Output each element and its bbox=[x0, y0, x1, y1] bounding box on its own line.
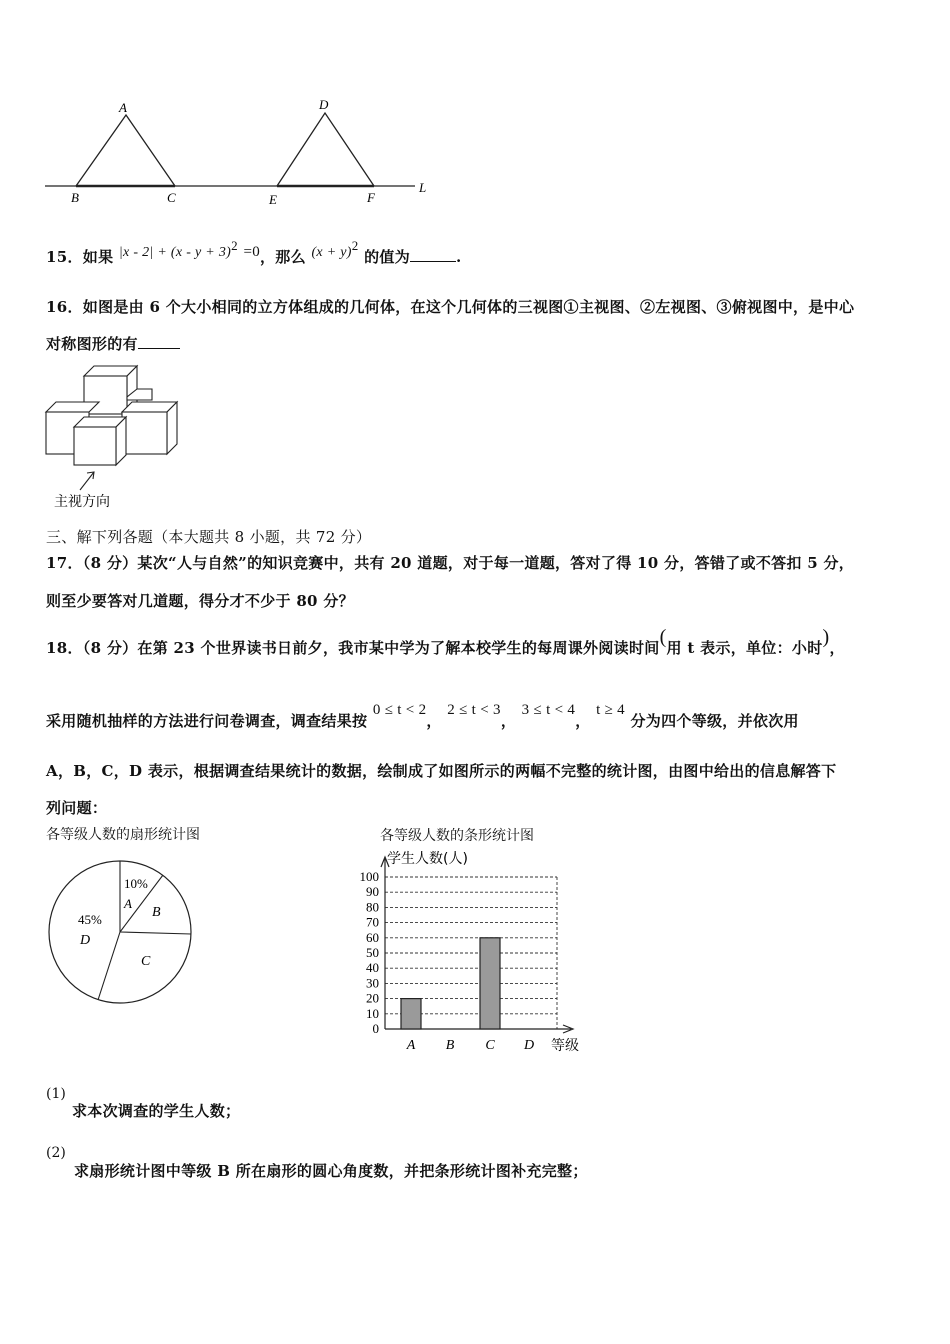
bar-C bbox=[480, 938, 500, 1029]
label-d: D bbox=[319, 97, 329, 112]
triangles-figure bbox=[40, 95, 440, 210]
sep-3: ， bbox=[575, 712, 591, 730]
q18-paren-l: ( bbox=[659, 626, 667, 648]
q18-l2a: 采用随机抽样的方法进行问卷调查，调查结果按 bbox=[46, 712, 368, 730]
y-tick-label: 70 bbox=[366, 914, 379, 930]
x-tick-label: B bbox=[445, 1038, 455, 1053]
q18-l1c: ， bbox=[829, 639, 845, 657]
bar-chart-ylabel: 学生人数(人) bbox=[387, 851, 468, 867]
q15-exp1: 2 bbox=[231, 238, 238, 253]
q16-line2-text: 对称图形的有 bbox=[46, 335, 138, 353]
y-tick-label: 90 bbox=[366, 884, 379, 900]
cubes-figure bbox=[42, 362, 187, 512]
label-b: B bbox=[71, 190, 79, 205]
question-18-line2 bbox=[46, 702, 799, 731]
label-a: A bbox=[119, 100, 127, 115]
pie-chart-title: 各等级人数的扇形统计图 bbox=[46, 827, 200, 843]
interval-1: 0 ≤ t < 2 bbox=[372, 702, 427, 718]
slice-a-percent: 10% bbox=[124, 876, 148, 891]
bar-A bbox=[401, 999, 421, 1029]
label-c: C bbox=[167, 190, 176, 205]
interval-2: 2 ≤ t < 3 bbox=[447, 702, 501, 718]
question-17-line2: 则至少要答对几道题，得分才不少于 80 分？ bbox=[46, 592, 354, 610]
question-15 bbox=[46, 238, 462, 267]
q15-expr1: |x - 2| + (x - y + 3) bbox=[118, 245, 232, 260]
sep-1: ， bbox=[426, 712, 442, 730]
interval-3: 3 ≤ t < 4 bbox=[521, 702, 576, 718]
sub-question-1: 求本次调查的学生人数； bbox=[72, 1102, 241, 1120]
y-tick-label: 60 bbox=[366, 929, 379, 945]
q15-expr2: (x + y) bbox=[311, 245, 352, 260]
bar-chart bbox=[345, 843, 595, 1058]
q15-end: . bbox=[456, 248, 462, 266]
sub-question-2: 求扇形统计图中等级 B 所在扇形的圆心角度数，并把条形统计图补充完整； bbox=[74, 1162, 588, 1180]
interval-4: t ≥ 4 bbox=[596, 702, 625, 718]
answer-blank bbox=[410, 261, 456, 262]
y-tick-label: 30 bbox=[366, 975, 379, 991]
q18-l2b: 分为四个等级，并依次用 bbox=[630, 712, 799, 730]
y-tick-label: 50 bbox=[366, 945, 379, 960]
y-tick-label: 100 bbox=[359, 869, 379, 884]
triangle-abc bbox=[76, 115, 175, 186]
q15-eq: =0 bbox=[243, 244, 260, 260]
label-l: L bbox=[419, 180, 427, 195]
sub2-number: (2) bbox=[46, 1145, 66, 1161]
question-16-line1: 16．如图是由 6 个大小相同的立方体组成的几何体，在这个几何体的三视图①主视图、②左视图、③俯视图中，是中心 bbox=[46, 298, 855, 316]
x-tick-label: A bbox=[406, 1038, 416, 1053]
bar-chart-title: 各等级人数的条形统计图 bbox=[380, 828, 534, 844]
q18-paren-r: ) bbox=[822, 626, 830, 648]
slice-b-label: B bbox=[152, 905, 161, 920]
bar-chart-xlabel: 等级 bbox=[551, 1038, 579, 1054]
x-tick-label: D bbox=[523, 1038, 535, 1053]
sep-2: ， bbox=[500, 712, 517, 730]
label-e: E bbox=[269, 192, 277, 207]
y-tick-label: 80 bbox=[366, 899, 379, 915]
question-18-line1 bbox=[46, 626, 845, 659]
q15-mid: ，那么 bbox=[260, 248, 306, 266]
q15-exp2: 2 bbox=[351, 238, 359, 253]
pie-chart bbox=[40, 850, 210, 1015]
slice-d-label: D bbox=[80, 933, 91, 948]
q18-l1a: 18．（8 分）在第 23 个世界读书日前夕，我市某中学为了解本校学生的每周课外阅读时间 bbox=[46, 639, 660, 657]
question-18-line3: A，B，C，D 表示，根据调查结果统计的数据，绘制成了如图所示的两幅不完整的统计图，由图中给出的信息解答下 bbox=[46, 762, 837, 780]
slice-c-label: C bbox=[141, 954, 151, 969]
y-tick-label: 10 bbox=[366, 1005, 379, 1021]
arrow-label: 主视方向 bbox=[54, 494, 110, 510]
q15-num: 15．如果 bbox=[46, 248, 114, 266]
y-tick-label: 20 bbox=[366, 990, 379, 1006]
answer-blank bbox=[138, 348, 180, 349]
y-tick-label: 40 bbox=[366, 960, 379, 976]
x-tick-label: C bbox=[485, 1038, 495, 1053]
q18-l1b: 用 t 表示，单位：小时 bbox=[666, 639, 823, 657]
question-16-line2 bbox=[46, 333, 180, 354]
triangle-def bbox=[277, 113, 374, 186]
section-3-heading: 三、解下列各题（本大题共 8 小题，共 72 分） bbox=[46, 528, 372, 546]
label-f: F bbox=[367, 190, 375, 205]
y-tick-label: 0 bbox=[372, 1021, 379, 1036]
question-18-line4: 列问题： bbox=[46, 799, 108, 817]
slice-a-label: A bbox=[124, 896, 132, 911]
slice-d-percent: 45% bbox=[78, 912, 102, 927]
q15-tail: 的值为 bbox=[364, 248, 410, 266]
question-17-line1: 17．（8 分）某次“人与自然”的知识竞赛中，共有 20 道题，对于每一道题，答对了得 10 分，答错了或不答扣 5 分， bbox=[46, 554, 855, 572]
sub1-number: (1) bbox=[46, 1086, 66, 1102]
